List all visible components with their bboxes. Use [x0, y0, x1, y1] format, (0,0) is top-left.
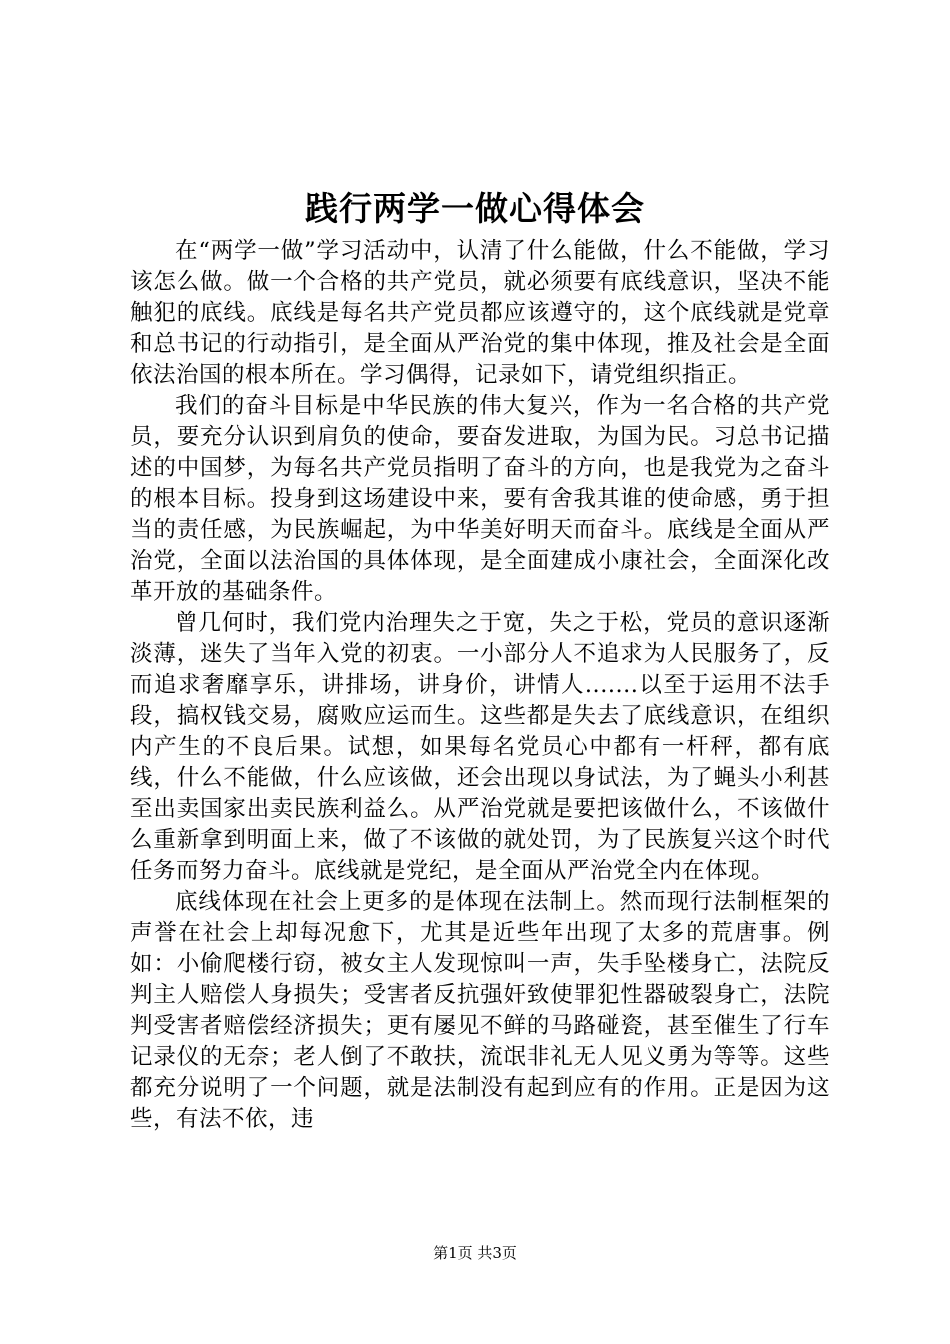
paragraph-1: 在“两学一做”学习活动中，认清了什么能做，什么不能做，学习该怎么做。做一个合格的共产党员，就必须要有底线意识，坚决不能触犯的底线。底线是每名共产党员都应该遵守的，这个底线就是党章和总书记的行动指引，是全面从严治党的集中体现，推及社会是全面依法治国的根本所在。学习偶得，记录如下，请党组织指正。	[130, 238, 830, 388]
document-title: 践行两学一做心得体会	[305, 189, 645, 228]
page-number-footer: 第1页 共3页	[433, 1244, 517, 1262]
paragraph-3: 曾几何时，我们党内治理失之于宽，失之于松，党员的意识逐渐淡薄，迷失了当年入党的初衷。一小部分人不追求为人民服务了，反而追求奢靡享乐，讲排场，讲身价，讲情人.......以至于运用不法手段，搞权钱交易，腐败应运而生。这些都是失去了底线意识，在组织内产生的不良后果。试想，如果每名党员心中都有一杆秤，都有底线，什么不能做，什么应该做，还会出现以身试法，为了蝇头小利甚至出卖国家出卖民族利益么。从严治党就是要把该做什么，不该做什么重新拿到明面上来，做了不该做的就处罚，为了民族复兴这个时代任务而努力奋斗。底线就是党纪，是全面从严治党全内在体现。	[130, 610, 830, 884]
paragraph-4: 底线体现在社会上更多的是体现在法制上。然而现行法制框架的声誉在社会上却每况愈下，尤其是近些年出现了太多的荒唐事。例如：小偷爬楼行窃，被女主人发现惊叫一声，失手坠楼身亡，法院反判主人赔偿人身损失；受害者反抗强奸致使罪犯性器破裂身亡，法院判受害者赔偿经济损失；更有屡见不鲜的马路碰瓷，甚至催生了行车记录仪的无奈；老人倒了不敢扶，流氓非礼无人见义勇为等等。这些都充分说明了一个问题，就是法制没有起到应有的作用。正是因为这些，有法不依，违	[130, 889, 830, 1132]
document-body	[130, 236, 830, 1135]
paragraph-2: 我们的奋斗目标是中华民族的伟大复兴，作为一名合格的共产党员，要充分认识到肩负的使命，要奋发进取，为国为民。习总书记描述的中国梦，为每名共产党员指明了奋斗的方向，也是我党为之奋斗的根本目标。投身到这场建设中来，要有舍我其谁的使命感，勇于担当的责任感，为民族崛起，为中华美好明天而奋斗。底线是全面从严治党，全面以法治国的具体体现，是全面建成小康社会，全面深化改革开放的基础条件。	[130, 393, 830, 605]
